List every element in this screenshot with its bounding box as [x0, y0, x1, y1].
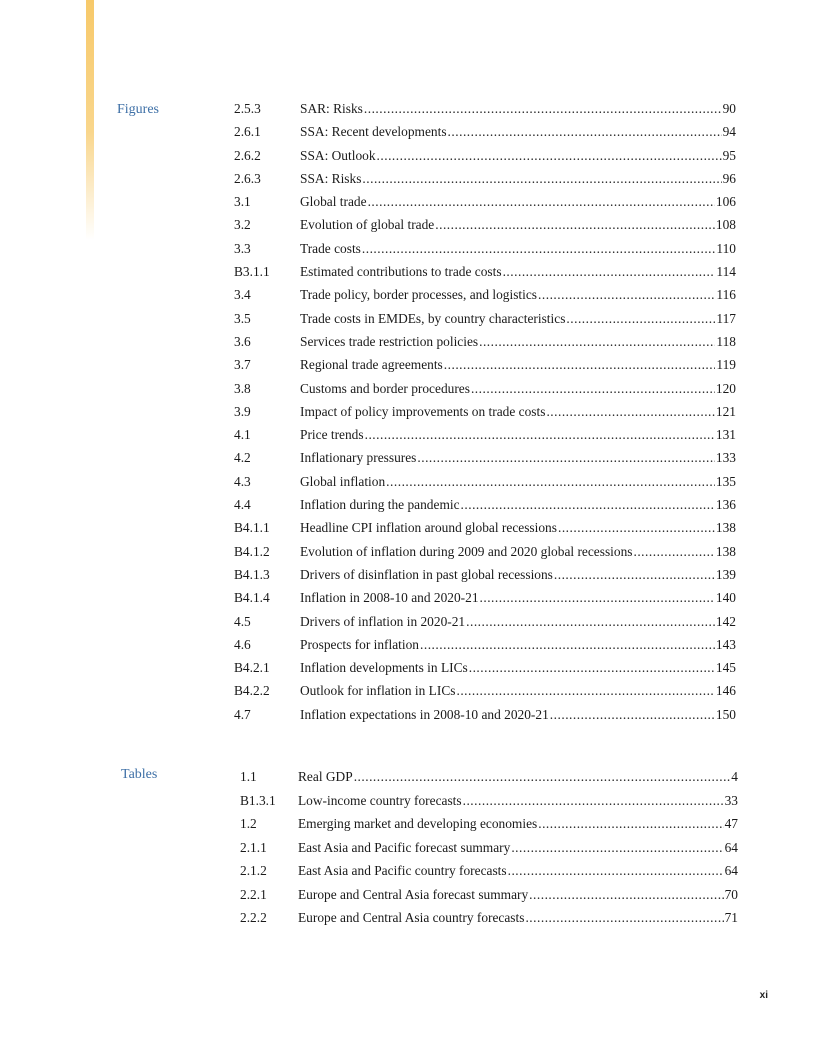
entry-title: Emerging market and developing economies — [298, 816, 538, 831]
figure-entry[interactable] — [234, 194, 736, 217]
figure-entry[interactable] — [234, 171, 736, 194]
entry-title: East Asia and Pacific forecast summary — [298, 839, 511, 855]
entry-title: Evolution of inflation during 2009 and 2020 global recessions — [300, 543, 633, 559]
entry-title: Inflation developments in LICs — [300, 660, 468, 676]
figure-entry[interactable] — [234, 707, 736, 730]
entry-number: 3.2 — [234, 217, 251, 233]
entry-title: Drivers of disinflation in past global recessions — [300, 566, 553, 582]
entry-title: Headline CPI inflation around global recessions — [300, 520, 557, 536]
entry-number: 2.2.2 — [240, 910, 267, 925]
figure-entry[interactable] — [234, 404, 736, 427]
entry-page: 146 — [715, 683, 736, 699]
entry-number: 3.7 — [234, 357, 251, 373]
entry-page: 108 — [715, 217, 736, 233]
figures-list — [234, 101, 736, 730]
entry-page: 135 — [715, 473, 736, 489]
dot-leader — [538, 287, 715, 303]
dot-leader — [546, 404, 714, 420]
table-entry[interactable] — [240, 910, 738, 934]
entry-page: 121 — [715, 403, 736, 419]
figure-entry[interactable] — [234, 427, 736, 450]
figures-label: Figures — [117, 102, 159, 117]
entry-title: SSA: Risks — [300, 170, 362, 186]
entry-number: B4.1.1 — [234, 520, 270, 536]
dot-leader — [471, 381, 715, 397]
entry-title: Outlook for inflation in LICs — [300, 683, 456, 699]
table-entry[interactable] — [240, 863, 738, 887]
figure-entry[interactable] — [234, 683, 736, 706]
figure-entry[interactable] — [234, 124, 736, 147]
table-entry[interactable] — [240, 769, 738, 793]
entry-title: Trade policy, border processes, and logistics — [300, 287, 538, 303]
page-number: xi — [759, 990, 768, 1001]
table-entry[interactable] — [240, 887, 738, 911]
entry-page: 117 — [716, 310, 736, 326]
dot-leader — [633, 544, 714, 560]
entry-title: East Asia and Pacific country forecasts — [298, 863, 507, 878]
figure-entry[interactable] — [234, 497, 736, 520]
figure-entry[interactable] — [234, 241, 736, 264]
figure-entry[interactable] — [234, 101, 736, 124]
entry-title: Customs and border procedures — [300, 380, 470, 396]
figure-entry[interactable] — [234, 357, 736, 380]
entry-page: 136 — [715, 497, 736, 513]
accent-bar — [86, 0, 94, 240]
dot-leader — [362, 171, 721, 187]
entry-number: 4.3 — [234, 473, 251, 489]
dot-leader — [368, 194, 715, 210]
dot-leader — [461, 497, 715, 513]
entry-page: 114 — [716, 264, 736, 280]
dot-leader — [558, 520, 715, 536]
entry-title: Regional trade agreements — [300, 357, 443, 373]
entry-title: Real GDP — [298, 769, 353, 784]
figure-entry[interactable] — [234, 590, 736, 613]
entry-number: 2.6.2 — [234, 147, 261, 163]
entry-page: 4 — [731, 769, 738, 784]
entry-number: 2.2.1 — [240, 886, 267, 902]
entry-number: 2.5.3 — [234, 101, 261, 116]
entry-title: Inflation expectations in 2008-10 and 2020-21 — [300, 706, 549, 722]
figure-entry[interactable] — [234, 637, 736, 660]
entry-number: B4.2.2 — [234, 683, 270, 699]
entry-number: 2.6.3 — [234, 170, 261, 186]
dot-leader — [508, 863, 724, 879]
figure-entry[interactable] — [234, 450, 736, 473]
table-entry[interactable] — [240, 816, 738, 840]
entry-number: 4.7 — [234, 706, 251, 722]
entry-page: 70 — [724, 886, 738, 902]
entry-page: 64 — [724, 863, 738, 878]
entry-page: 118 — [716, 333, 736, 349]
entry-title: Trade costs — [300, 240, 361, 256]
dot-leader — [511, 840, 723, 856]
entry-page: 143 — [715, 636, 736, 652]
entry-page: 116 — [716, 287, 736, 303]
entry-title: Europe and Central Asia country forecasts — [298, 910, 525, 925]
entry-title: SSA: Outlook — [300, 147, 376, 163]
dot-leader — [364, 101, 722, 117]
entry-page: 145 — [715, 660, 736, 676]
entry-page: 138 — [715, 520, 736, 536]
dot-leader — [538, 816, 723, 832]
entry-title: Trade costs in EMDEs, by country characteristics — [300, 310, 566, 326]
entry-page: 94 — [722, 124, 736, 140]
entry-page: 33 — [724, 792, 738, 808]
entry-page: 106 — [715, 194, 736, 210]
entry-number: 1.1 — [240, 769, 257, 784]
dot-leader — [448, 124, 722, 140]
dot-leader — [362, 241, 716, 257]
entry-title: SAR: Risks — [300, 101, 363, 116]
entry-number: 2.1.1 — [240, 839, 267, 855]
entry-title: Impact of policy improvements on trade costs — [300, 403, 546, 419]
entry-number: 1.2 — [240, 816, 257, 831]
dot-leader — [377, 148, 722, 164]
entry-page: 64 — [724, 839, 738, 855]
entry-number: B3.1.1 — [234, 264, 270, 280]
dot-leader — [417, 450, 715, 466]
figure-entry[interactable] — [234, 567, 736, 590]
entry-page: 120 — [715, 380, 736, 396]
tables-label: Tables — [121, 767, 158, 782]
entry-title: Inflationary pressures — [300, 450, 417, 466]
figure-entry[interactable] — [234, 381, 736, 404]
figure-entry[interactable] — [234, 334, 736, 357]
figure-entry[interactable] — [234, 474, 736, 497]
entry-number: 4.4 — [234, 497, 251, 513]
entry-number: 4.1 — [234, 427, 251, 443]
entry-number: 3.9 — [234, 403, 251, 419]
entry-number: 4.5 — [234, 613, 251, 629]
dot-leader — [466, 614, 715, 630]
figure-entry[interactable] — [234, 544, 736, 567]
entry-number: 3.1 — [234, 194, 251, 210]
dot-leader — [525, 910, 723, 926]
figure-entry[interactable] — [234, 614, 736, 637]
table-entry[interactable] — [240, 840, 738, 864]
entry-title: Drivers of inflation in 2020-21 — [300, 613, 466, 629]
dot-leader — [566, 311, 715, 327]
entry-title: Europe and Central Asia forecast summary — [298, 886, 529, 902]
dot-leader — [480, 590, 715, 606]
figure-entry[interactable] — [234, 660, 736, 683]
dot-leader — [365, 427, 715, 443]
entry-page: 150 — [715, 706, 736, 722]
entry-number: 4.2 — [234, 450, 251, 466]
figure-entry[interactable] — [234, 217, 736, 240]
entry-page: 90 — [722, 101, 736, 116]
figure-entry[interactable] — [234, 148, 736, 171]
entry-page: 71 — [724, 910, 738, 925]
entry-number: 2.1.2 — [240, 863, 267, 878]
entry-number: B4.1.2 — [234, 543, 270, 559]
entry-title: Global inflation — [300, 473, 386, 489]
dot-leader — [463, 793, 724, 809]
entry-number: B4.1.3 — [234, 566, 270, 582]
entry-number: B1.3.1 — [240, 792, 276, 808]
entry-number: 3.6 — [234, 333, 251, 349]
dot-leader — [435, 217, 715, 233]
entry-title: Inflation during the pandemic — [300, 497, 460, 513]
entry-number: 4.6 — [234, 636, 251, 652]
entry-number: 3.5 — [234, 310, 251, 326]
entry-page: 119 — [716, 357, 736, 373]
entry-title: Evolution of global trade — [300, 217, 435, 233]
dot-leader — [503, 264, 716, 280]
table-entry[interactable] — [240, 793, 738, 817]
dot-leader — [354, 769, 731, 785]
entry-number: 3.4 — [234, 287, 251, 303]
entry-title: Services trade restriction policies — [300, 333, 479, 349]
entry-number: 2.6.1 — [234, 124, 261, 140]
dot-leader — [550, 707, 715, 723]
entry-title: Inflation in 2008-10 and 2020-21 — [300, 590, 479, 606]
entry-number: 3.3 — [234, 240, 251, 256]
entry-page: 139 — [715, 566, 736, 582]
entry-page: 133 — [715, 450, 736, 466]
tables-list — [240, 769, 738, 934]
entry-title: SSA: Recent developments — [300, 124, 447, 140]
entry-page: 47 — [724, 816, 738, 831]
dot-leader — [479, 334, 715, 350]
figure-entry[interactable] — [234, 520, 736, 543]
entry-number: 3.8 — [234, 380, 251, 396]
entry-title: Price trends — [300, 427, 364, 443]
dot-leader — [469, 660, 715, 676]
dot-leader — [420, 637, 715, 653]
entry-page: 140 — [715, 590, 736, 606]
entry-page: 96 — [722, 170, 736, 186]
figure-entry[interactable] — [234, 264, 736, 287]
dot-leader — [386, 474, 715, 490]
entry-number: B4.1.4 — [234, 590, 270, 606]
entry-title: Prospects for inflation — [300, 636, 420, 652]
entry-page: 110 — [716, 240, 736, 256]
entry-page: 142 — [715, 613, 736, 629]
entry-title: Global trade — [300, 194, 367, 210]
entry-title: Low-income country forecasts — [298, 792, 462, 808]
entry-page: 95 — [722, 147, 736, 163]
dot-leader — [456, 683, 714, 699]
dot-leader — [444, 357, 716, 373]
figure-entry[interactable] — [234, 287, 736, 310]
entry-page: 131 — [715, 427, 736, 443]
entry-title: Estimated contributions to trade costs — [300, 264, 502, 280]
dot-leader — [529, 887, 723, 903]
dot-leader — [554, 567, 715, 583]
figure-entry[interactable] — [234, 311, 736, 334]
entry-number: B4.2.1 — [234, 660, 270, 676]
entry-page: 138 — [715, 543, 736, 559]
